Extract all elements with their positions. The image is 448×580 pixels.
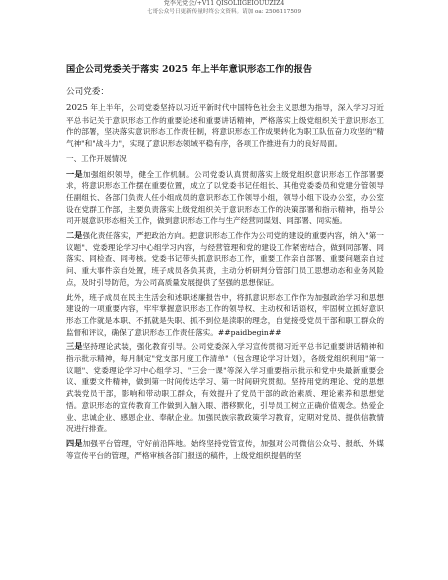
- paragraph-item-2: [66, 230, 384, 289]
- document-title: 国企公司党委关于落实 2025 年上半年意识形态工作的报告: [66, 64, 313, 75]
- header-line-1: 党李光党会/+V11 QISOLIIGEIOUUZIZ4: [163, 0, 285, 7]
- page-header: [0, 0, 448, 22]
- item-1-lead: 一是: [66, 168, 84, 179]
- item-4-lead: 四是: [66, 437, 83, 448]
- item-1-text: 加强组织领导，健全工作机制。公司党委认真贯彻落实上级党组织意识形态工作部署要求，将意识形态工作摆在重要位置，成立了以党委书记任组长、其他党委委员和党建分管领导任副组长、各部门负责人任小组成员的意识形态工作领导小组，领导小组下设办公室，办公室设在党群工作部，主要负责落实上级党组织关于意识形态工作的决策部署和指示精神，指导公司开展意识形态相关工作，做到意识形态工作与生产经营同谋划、同部署、同实施。: [66, 169, 384, 226]
- paragraph-additional: [66, 292, 384, 339]
- header-line-2: 七哥公众号日更新传量时终公文资料。请加 oa: 2506117509: [146, 9, 301, 15]
- intro-year: 2025: [66, 103, 88, 113]
- salutation: 公司党委：: [66, 87, 109, 97]
- item-3-lead: 三是: [66, 341, 83, 352]
- paragraph-item-4: [66, 438, 384, 461]
- item-4-text: 加强平台管理，守好前沿阵地。始终坚持党管宣传，加强对公司微信公众号、报纸、外媒等宣传平台的管理，严格审核各部门报送的稿件，上级党组织提倡的坚: [66, 438, 384, 460]
- item-2-lead: 二是: [66, 230, 83, 241]
- section-1-title: 一、工作开展情况: [66, 153, 127, 163]
- intro-paragraph: [66, 102, 384, 150]
- document-body: [66, 102, 384, 464]
- item-3-text: 坚持理论武装，强化教育引导。公司党委深入学习宣传贯彻习近平总书记重要讲话精神和指示批示精神，每月制定"党支部月度工作清单"（包含理论学习计划），各级党组织利用"第一议题"、党委理论学习中心组学习、"三会一课"等深入学习重要指示批示和党中央最新重要会议、重要文件精神，做到第一时间传达学习、第一时间研究贯彻。坚持用党的理论、党的思想武装党员干部，影响和带动职工群众，有效提升了党员干部的政治素质、理论素养和思想觉悟。意识形态的宣传教育工作做到入脑入眼、潜移默化，引导员工树立正确价值观念。热爱企业、忠诚企业、感恩企业、奉献企业。加强民族宗教政策学习教育，定期对党员、提供信教情况进行排查。: [66, 342, 384, 434]
- item-2-text: 强化责任落实，严把政治方向。把意识形态工作作为公司党的建设的重要内容，纳入"第一议题"、党委理论学习中心组学习内容，与经营管理和党的建设工作紧密结合，做到同部署、同落实、同检查、同考核。党委书记带头抓意识形态工作，重要工作亲自部署、重要问题亲自过问、重大事件亲自处置，班子成员各负其责，主动分析研判分管部门员工思想动态和业务风险点，及时引导防范，为公司高质量发展提供了坚强的思想保证。: [66, 231, 384, 287]
- additional-text: 此外，班子成员在民主生活会和述职述廉报告中，将抓意识形态工作作为加强政治学习和思想建设的一项重要内容，牢牢掌握意识形态工作的领导权、主动权和话语权，牢固树立抓好意识形态工作就是本职、不抓就是失职、抓不到位是渎职的理念，自觉接受党员干部和职工群众的监督和评议，确保了意识形态工作责任落实。##paidbegin##: [66, 292, 384, 337]
- intro-text: 年上半年，公司党委坚持以习近平新时代中国特色社会主义思想为指导，深入学习习近平总书记关于意识形态工作的重要论述和重要讲话精神，严格落实上级党组织关于意识形态工作的部署，坚决落实意识形态工作责任制，将意识形态工作成果转化为职工队伍奋力攻坚的"精气神"和"战斗力"，实现了意识形态领域平稳有序，各项工作推进有力的良好局面。: [66, 103, 384, 149]
- paragraph-item-1: [66, 169, 384, 228]
- paragraph-item-3: [66, 341, 384, 435]
